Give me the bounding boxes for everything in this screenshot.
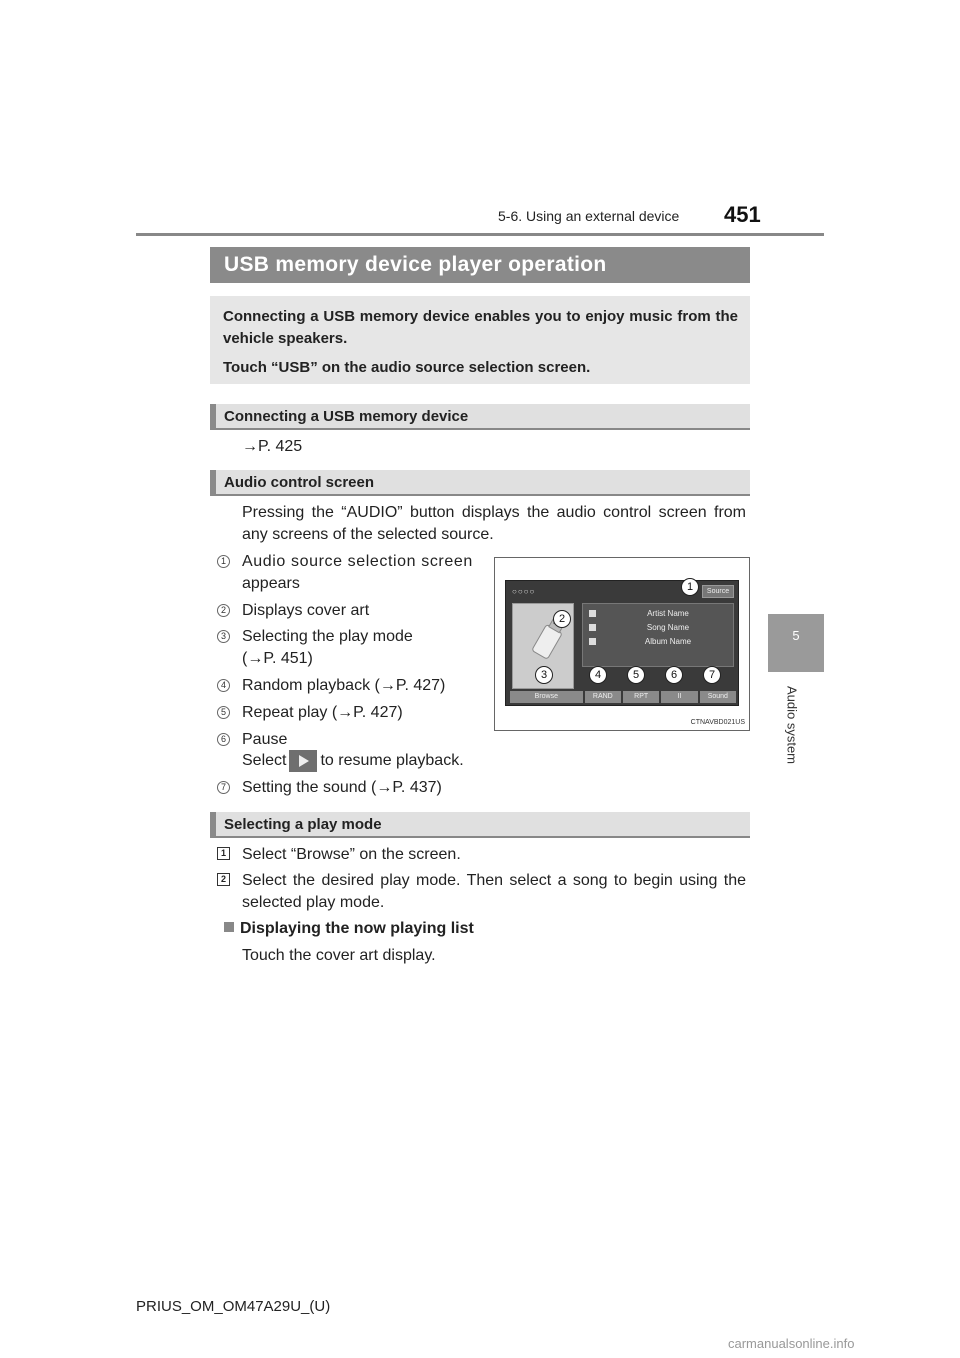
album-name: Album Name <box>644 637 692 646</box>
item-number: 4 <box>217 679 230 692</box>
item-number: 5 <box>217 706 230 719</box>
browse-button[interactable]: Browse <box>510 691 583 703</box>
page-title-bar <box>210 247 750 283</box>
audio-control-screen <box>505 580 739 706</box>
item-number: 7 <box>217 781 230 794</box>
sound-button[interactable]: Sound <box>700 691 736 703</box>
item-6-resume-text: to resume playback. <box>320 752 464 770</box>
section-header: 5-6. Using an external device <box>498 208 680 224</box>
intro-line-2: Touch “USB” on the audio source selection screen. <box>223 359 591 376</box>
status-dots: ○○○○ <box>512 587 536 596</box>
callout-2: 2 <box>553 610 571 628</box>
play-icon <box>289 750 317 772</box>
callout-1: 1 <box>681 578 699 596</box>
callout-5: 5 <box>627 666 645 684</box>
intro-box <box>210 296 750 384</box>
callout-6: 6 <box>665 666 683 684</box>
section-heading-text: Audio control screen <box>224 474 375 491</box>
connecting-ref[interactable]: →P. 425 <box>242 438 303 455</box>
page-title: USB memory device player operation <box>224 253 607 276</box>
callout-3: 3 <box>535 666 553 684</box>
watermark: carmanualsonline.info <box>728 1336 855 1351</box>
rand-button[interactable]: RAND <box>585 691 621 703</box>
intro-line-1: Connecting a USB memory device enables you to enjoy music from the vehicle speakers. <box>223 308 738 347</box>
step-number: 2 <box>217 873 230 886</box>
audio-screen-illustration <box>494 557 750 731</box>
callout-7: 7 <box>703 666 721 684</box>
item-number: 1 <box>217 555 230 568</box>
subheading-text: Displaying the now playing list <box>240 920 474 937</box>
section-heading-play-mode <box>210 812 750 838</box>
item-number: 6 <box>217 733 230 746</box>
square-bullet-icon <box>224 922 234 932</box>
subheading-description: Touch the cover art display. <box>242 947 436 964</box>
page-number: 451 <box>724 202 761 227</box>
item-number: 2 <box>217 604 230 617</box>
chapter-tab <box>768 614 824 672</box>
item-6-text: Pause <box>242 731 288 748</box>
document-code: PRIUS_OM_OM47A29U_(U) <box>136 1298 331 1315</box>
item-3-text: Selecting the play mode <box>242 628 413 645</box>
item-5-text: Repeat play (→P. 427) <box>242 704 403 721</box>
source-button[interactable]: Source <box>702 585 734 598</box>
item-1-text: Audio source selection screen <box>242 553 473 570</box>
chapter-label-text: Audio system <box>784 685 800 765</box>
subheading-now-playing <box>224 918 474 940</box>
step-2-text: Select the desired play mode. Then select a song to begin using the selected play mode. <box>242 872 746 911</box>
callout-4: 4 <box>589 666 607 684</box>
item-2-text: Displays cover art <box>242 602 370 619</box>
pause-button[interactable]: II <box>661 691 697 703</box>
item-3-ref[interactable]: (→P. 451) <box>242 650 313 667</box>
audio-control-description: Pressing the “AUDIO” button displays the audio control screen from any screens of the selected source. <box>242 504 746 543</box>
album-icon <box>589 638 596 645</box>
artist-name: Artist Name <box>647 609 689 618</box>
item-7-text: Setting the sound (→P. 437) <box>242 779 442 796</box>
rpt-button[interactable]: RPT <box>623 691 659 703</box>
item-6-resume <box>242 750 464 772</box>
note-icon <box>589 624 596 631</box>
step-1-text: Select “Browse” on the screen. <box>242 846 461 863</box>
item-1-text-cont: appears <box>242 575 300 592</box>
illustration-code: CTNAVBD021US <box>690 719 745 726</box>
track-info-panel <box>582 603 734 667</box>
artist-icon <box>589 610 596 617</box>
song-name: Song Name <box>646 623 690 632</box>
section-heading-connecting <box>210 404 750 430</box>
item-4-text: Random playback (→P. 427) <box>242 677 446 694</box>
chapter-number: 5 <box>792 628 800 643</box>
section-heading-text: Connecting a USB memory device <box>224 408 469 425</box>
item-6-select: Select <box>242 752 287 770</box>
chapter-label <box>782 680 802 770</box>
section-heading-audio-control <box>210 470 750 496</box>
control-bar <box>510 691 736 703</box>
header-rule <box>136 233 824 236</box>
section-heading-text: Selecting a play mode <box>224 816 382 833</box>
step-number: 1 <box>217 847 230 860</box>
item-number: 3 <box>217 630 230 643</box>
